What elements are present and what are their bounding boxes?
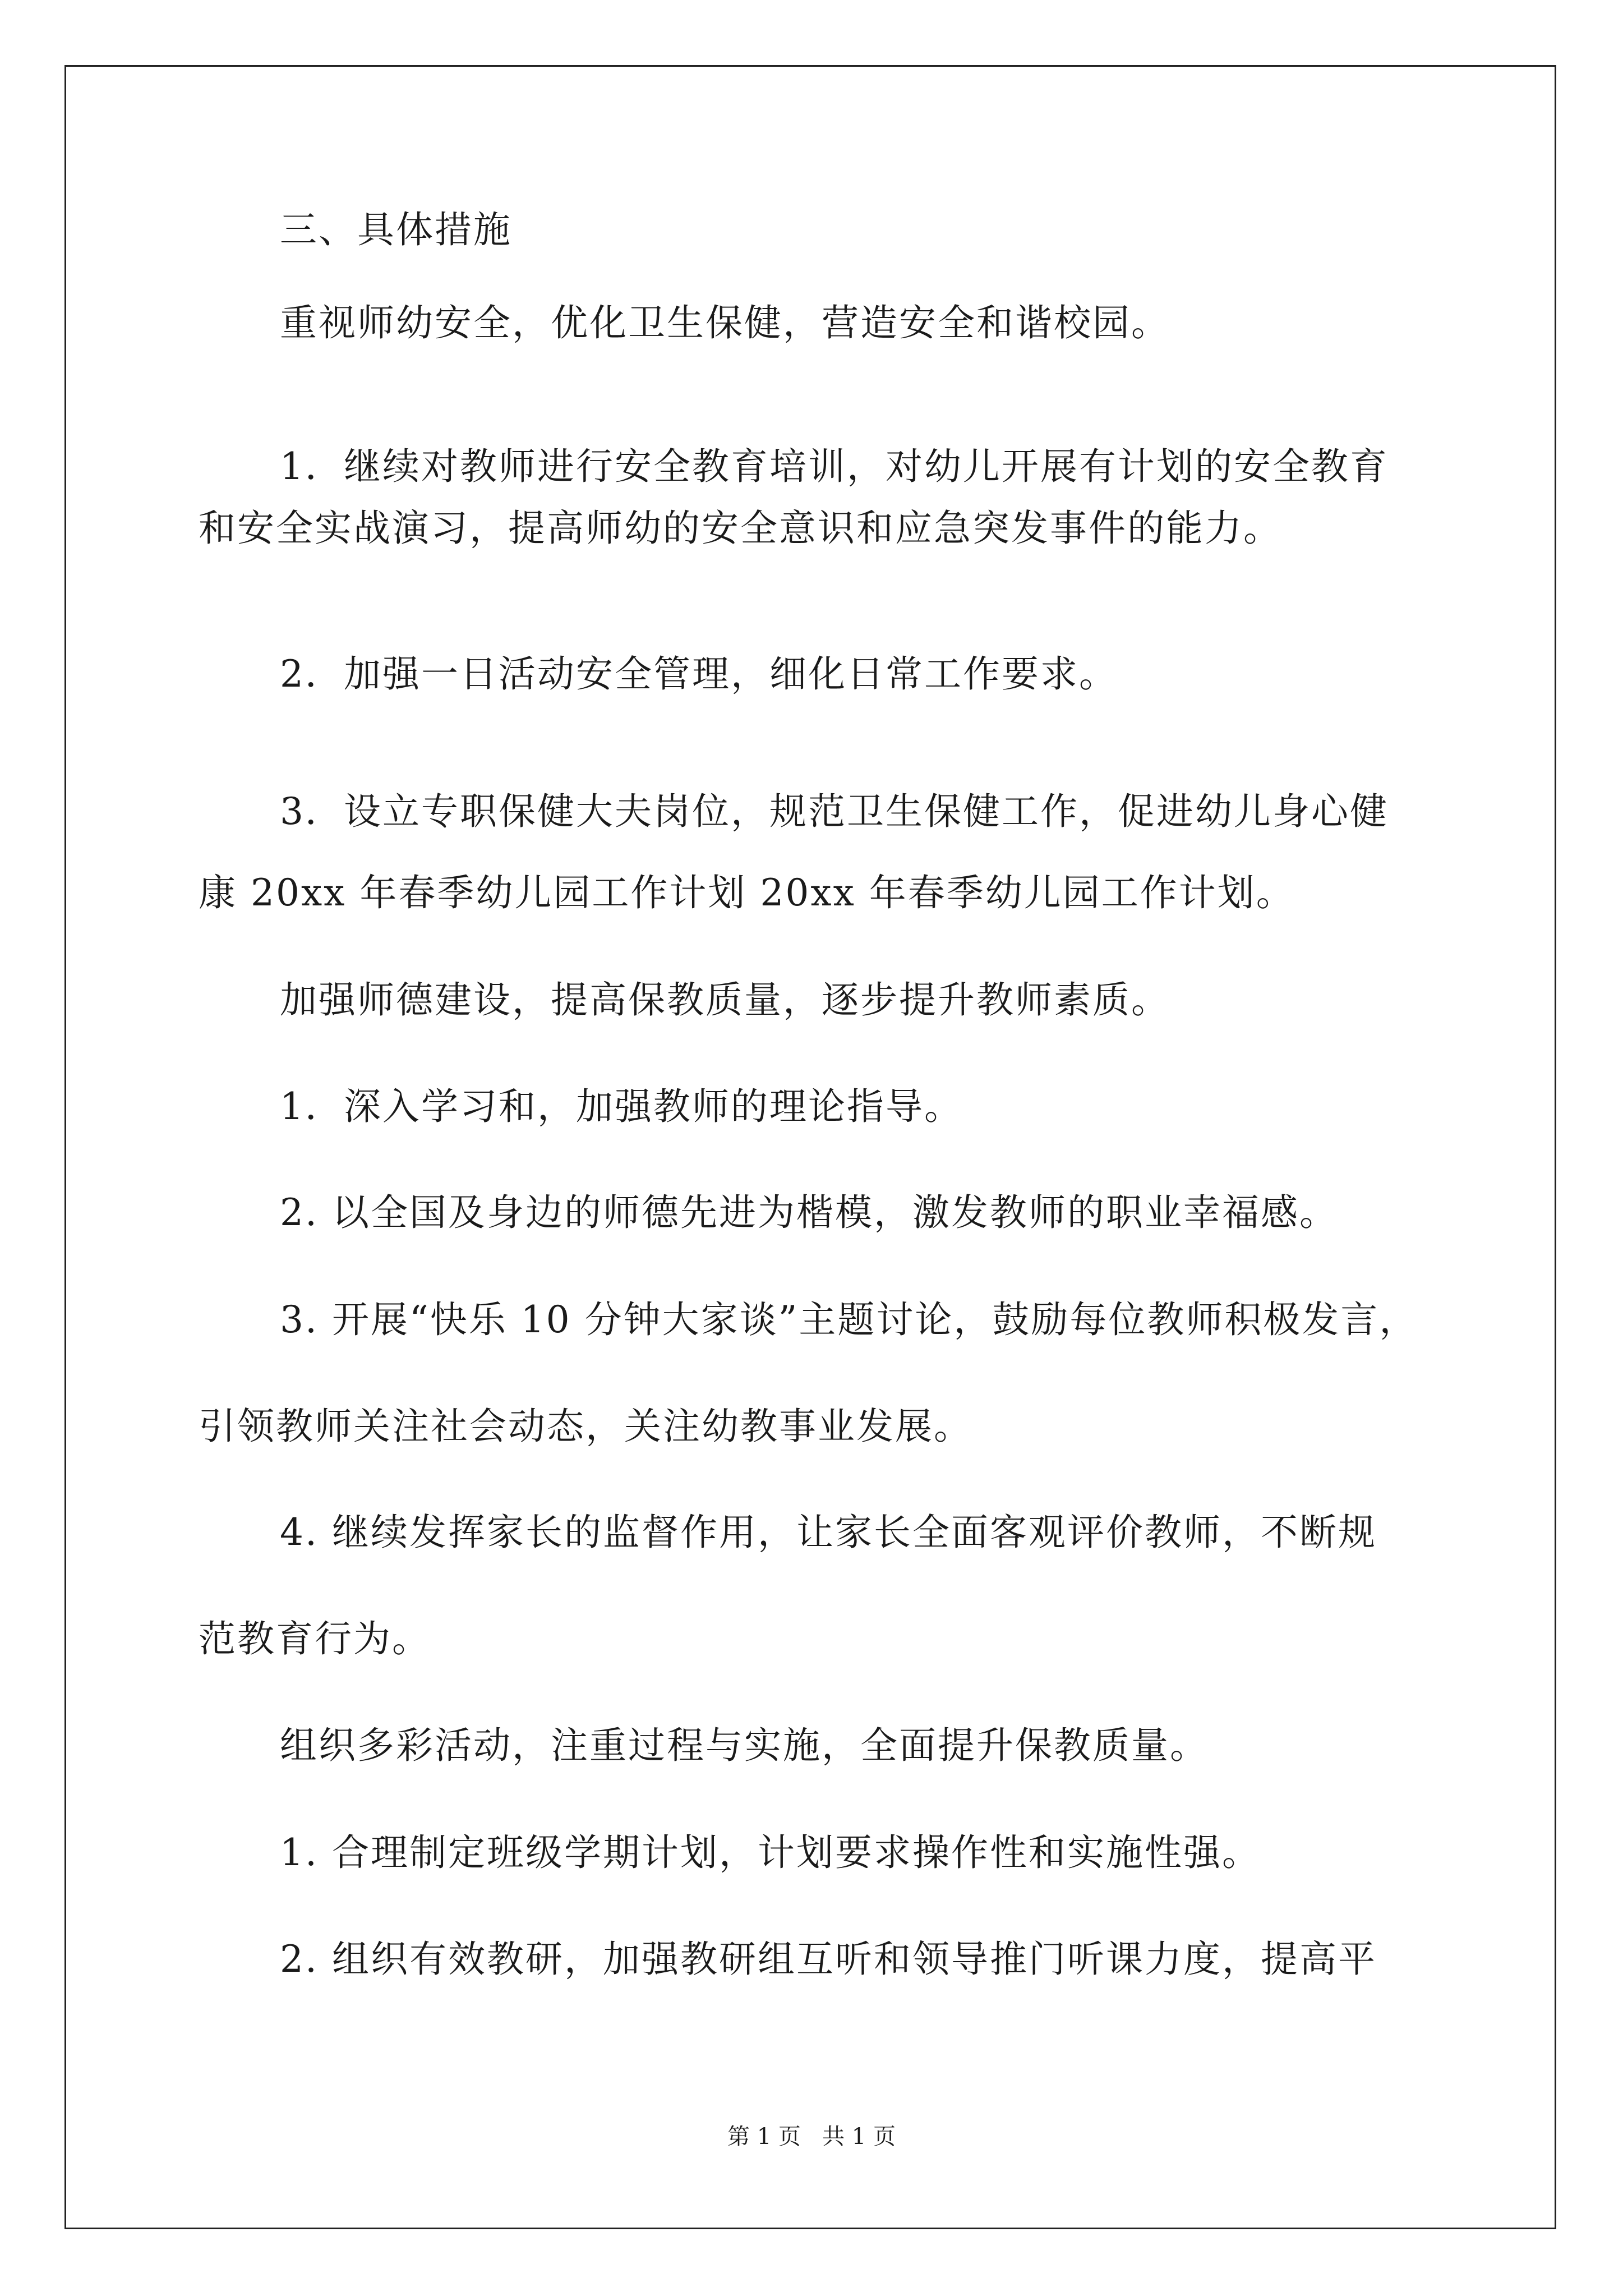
paragraph: 康 20xx 年春季幼儿园工作计划 20xx 年春季幼儿园工作计划。 bbox=[199, 871, 1295, 914]
page-border bbox=[64, 65, 1556, 2229]
section-heading: 三、具体措施 bbox=[280, 208, 512, 251]
paragraph: 和安全实战演习，提高师幼的安全意识和应急突发事件的能力。 bbox=[199, 507, 1282, 550]
paragraph: 1．深入学习和，加强教师的理论指导。 bbox=[280, 1085, 963, 1128]
paragraph: 2．加强一日活动安全管理，细化日常工作要求。 bbox=[280, 652, 1118, 696]
page-number: 第 1 页 共 1 页 bbox=[727, 2124, 896, 2150]
paragraph: 组织多彩活动，注重过程与实施，全面提升保教质量。 bbox=[280, 1724, 1209, 1767]
paragraph: 4. 继续发挥家长的监督作用，让家长全面客观评价教师，不断规 bbox=[280, 1511, 1377, 1554]
paragraph: 引领教师关注社会动态，关注幼教事业发展。 bbox=[199, 1405, 972, 1448]
paragraph: 1．继续对教师进行安全教育培训，对幼儿开展有计划的安全教育 bbox=[280, 445, 1389, 488]
paragraph: 3．设立专职保健大夫岗位，规范卫生保健工作，促进幼儿身心健 bbox=[280, 790, 1389, 833]
paragraph: 1. 合理制定班级学期计划，计划要求操作性和实施性强。 bbox=[280, 1831, 1261, 1874]
paragraph: 2. 组织有效教研，加强教研组互听和领导推门听课力度，提高平 bbox=[280, 1938, 1377, 1981]
paragraph: 2. 以全国及身边的师德先进为楷模，激发教师的职业幸福感。 bbox=[280, 1191, 1338, 1234]
paragraph: 3. 开展“快乐 10 分钟大家谈”主题讨论，鼓励每位教师积极发言， bbox=[280, 1298, 1418, 1341]
paragraph: 范教育行为。 bbox=[199, 1617, 431, 1660]
paragraph: 加强师德建设，提高保教质量，逐步提升教师素质。 bbox=[280, 978, 1170, 1022]
paragraph: 重视师幼安全，优化卫生保健，营造安全和谐校园。 bbox=[280, 301, 1170, 344]
